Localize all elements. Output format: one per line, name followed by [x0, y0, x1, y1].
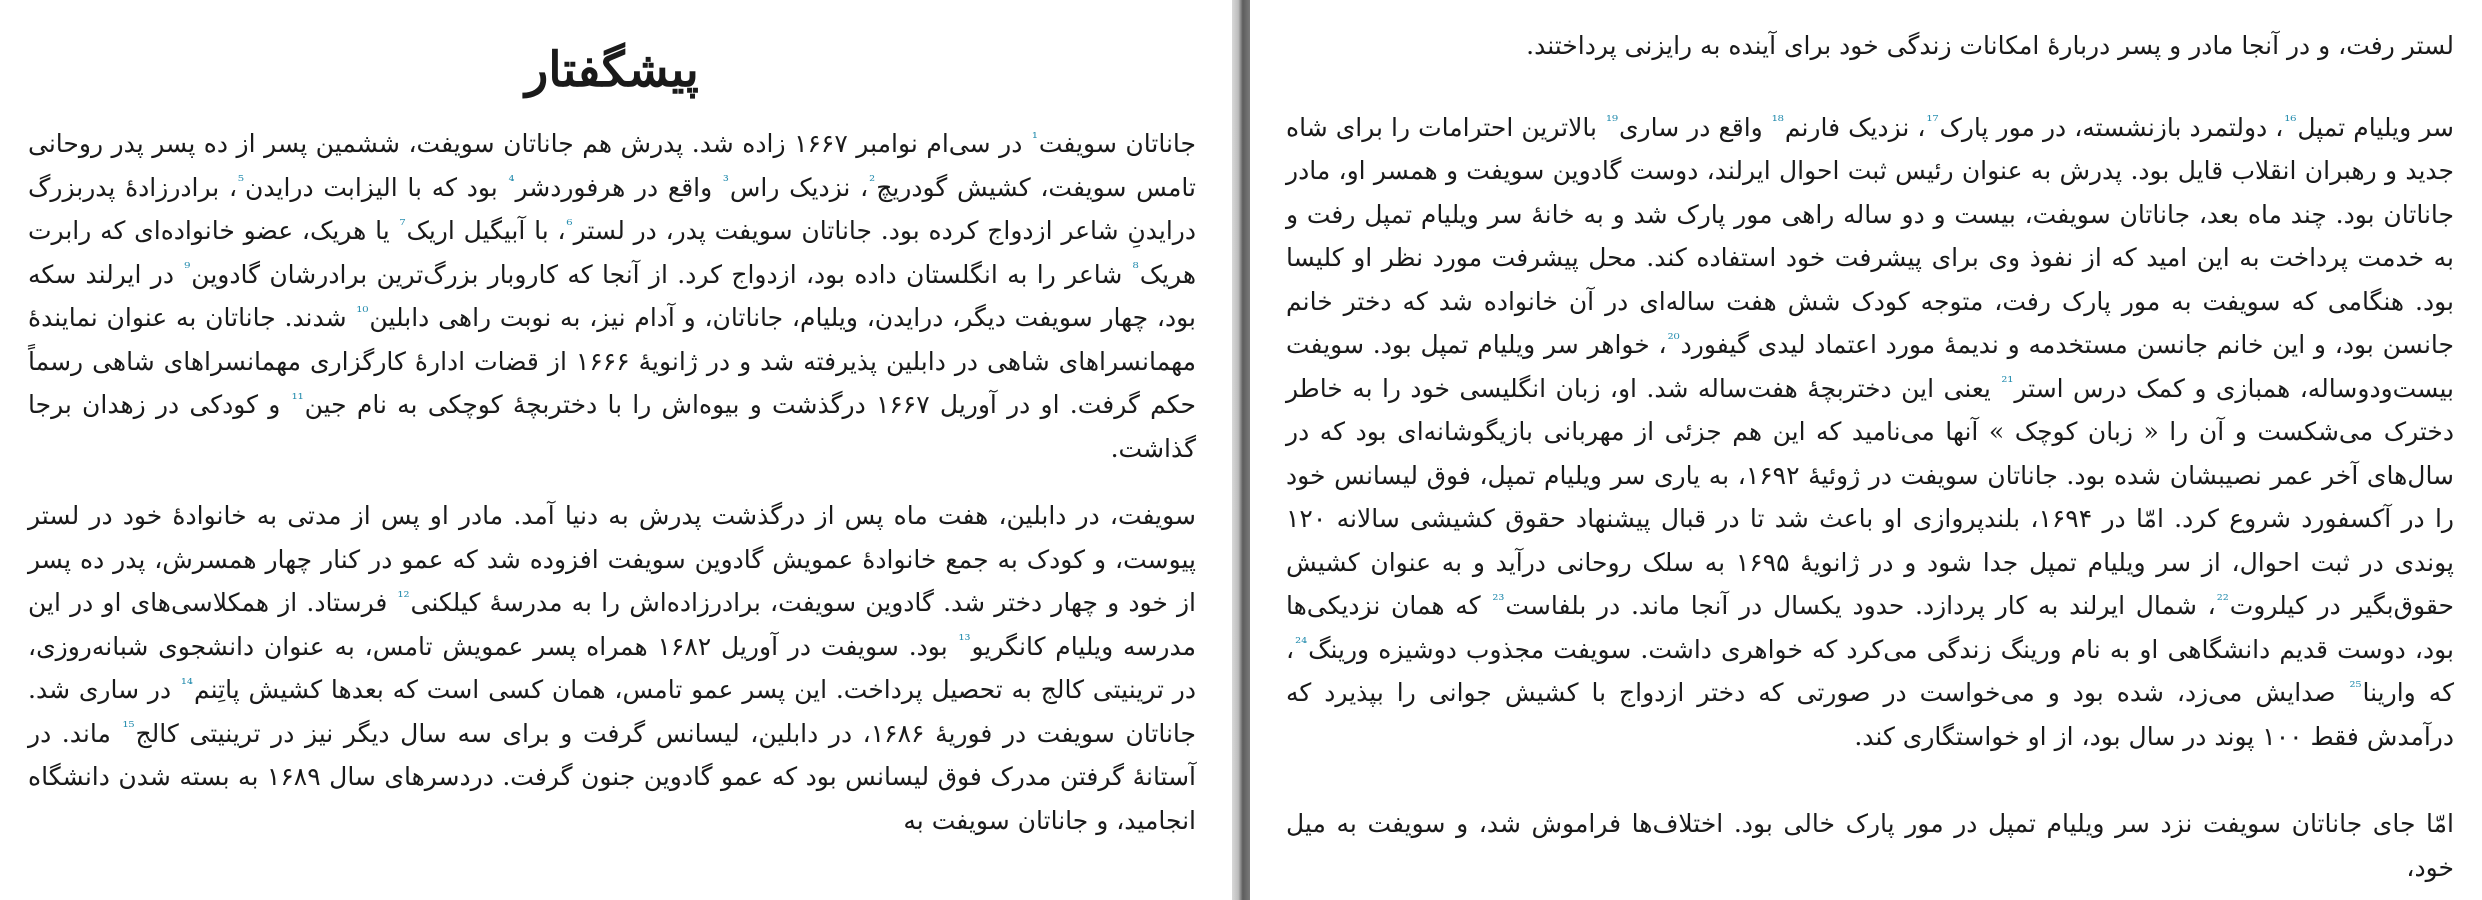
footnote-marker[interactable]: ²²: [2216, 590, 2229, 609]
left-paragraph-1: جاناتان سویفت$^{^1}$ در سی‌ام نوامبر ۱۶۶۷ زاده شد. پدرش هم جاناتان سویفت، ششمین پسر از ده پسر پدر روحانی تامس سویفت، کشیش گودریچ$^{^2}$، نزدیک راس$^{^3}$ واقع در هرفوردشر$^{^4}$ بود که با الیزابت درایدن$^{^5}$، برادرزادهٔ پدربزرگ درایدنِ شاعر ازدواج کرده بود. جاناتان سویفت پدر، در لستر$^{^6}$، با آبیگیل اریک$^{^7}$ یا هریک، عضو خانواده‌ای که رابرت هریک$^{^8}$ شاعر را به انگلستان داده بود، ازدواج کرد. از آنجا که کاروبار بزرگ‌ترین برادرشان گادوین$^{^9}$ در ایرلند سکه بود، چهار سویفت دیگر، درایدن، ویلیام، جاناتان، و آدام نیز، به نوبت راهی دابلین$^{^{10}}$ شدند. جاناتان به عنوان نمایندهٔ مهمانسراهای شاهی در دابلین پذیرفته شد و در ژانویهٔ ۱۶۶۶ از قضات ادارهٔ کارگزاری مهمانسراهای شاهی رسماً حکم گرفت. او در آوریل ۱۶۶۷ درگذشت و بیوه‌اش را با دختربچهٔ کوچکی به نام جین$^{^{11}}$ و کودکی در زهدان برجا گذاشت.: [28, 128, 1197, 463]
footnote-marker[interactable]: ²³: [1492, 590, 1505, 609]
footnote-marker[interactable]: ¹⁶: [2284, 112, 2297, 131]
footnote-marker[interactable]: ¹⁵: [122, 718, 135, 737]
footnote-marker[interactable]: ⁵: [238, 172, 245, 191]
right-page: [1250, 0, 2482, 900]
footnote-marker[interactable]: ¹⁹: [1605, 112, 1618, 131]
footnote-marker[interactable]: ²: [869, 172, 876, 191]
left-paragraph-2: سویفت، در دابلین، هفت ماه پس از درگذشت پدرش به دنیا آمد. مادر او پس از مدتی به خانوادهٔ خود در لستر پیوست، و کودک به جمع خانوادهٔ عمویش گادوین سویفت افزوده شد که عمو در کنار چهار همسرش، پدر ده پسر از خود و چهار دختر شد. گادوین سویفت، برادرزاده‌اش را به مدرسهٔ کیلکنی$^{^{12}}$ فرستاد. از همکلاسی‌های او در این مدرسه ویلیام کانگریو$^{^{13}}$ بود. سویفت در آوریل ۱۶۸۲ همراه پسر عمویش تامس، به عنوان دانشجوی شبانه‌روزی، در ترینیتی کالج به تحصیل پرداخت. این پسر عمو تامس، همان کسی است که بعدها کشیش پاتِنم$^{^{14}}$ در ساری شد. جاناتان سویفت در فوریهٔ ۱۶۸۶، در دابلین، لیسانس گرفت و برای سه سال دیگر نیز در ترینیتی کالج$^{^{15}}$ ماند. در آستانهٔ گرفتن مدرک فوق لیسانس بود که عمو گادوین جنون گرفت. دردسرهای سال ۱۶۸۹ به بسته شدن دانشگاه انجامید، و جاناتان سویفت به: [28, 501, 1196, 835]
footnote-marker[interactable]: ²¹: [2001, 373, 2014, 392]
footnote-marker[interactable]: ⁶: [566, 215, 573, 234]
footnote-marker[interactable]: ¹²: [397, 587, 410, 606]
footnote-marker[interactable]: ¹⁰: [356, 302, 369, 321]
right-paragraph-2: سر ویلیام تمپل$^{^{16}}$، دولتمرد بازنشسته، در مور پارک$^{^{17}}$، نزدیک فارنم$^{^{18}}$ واقع در ساری$^{^{19}}$ بالاترین احترامات را برای شاه جدید و رهبران انقلاب قایل بود. پدرش به عنوان رئیس ثبت احوال ایرلند، دوست گادوین سویفت و همسر او، مادر جاناتان بود. چند ماه بعد، جاناتان سویفت، بیست و دو ساله راهی مور پارک شد و به خانهٔ سر ویلیام تمپل رفت و به خدمت پرداخت به این امید که از نفوذ وی برای پیشرفت خود استفاده کند. محل پیشرفت مورد نظر او کلیسا بود. هنگامی که سویفت به مور پارک رفت، متوجه کودک شش هفت ساله‌ای در آن خانواده شد که دختر خانم جانسن بود، و این خانم جانسن مستخدمه و ندیمهٔ مورد اعتماد لیدی گیفورد$^{^{20}}$، خواهر سر ویلیام تمپل بود. سویفت بیست‌ودوساله، همبازی و کمک درس استر$^{^{21}}$ یعنی این دختربچهٔ هفت‌ساله شد. او، زبان انگلیسی خود را به خاطر دخترک می‌شکست و آن را « زبان کوچک » آنها می‌نامید که این هم جزئی از مهربانی بازیگوشانه‌ای بود که در سال‌های آخر عمر نصیبشان شده بود. جاناتان سویفت در ژوئیهٔ ۱۶۹۲، به یاری سر ویلیام تمپل، فوق لیسانس خود را در آکسفورد شروع کرد. امّا در ۱۶۹۴، بلندپروازی او باعث شد تا در قبال پیشنهاد حقوق کشیشی سالانه ۱۲۰ پوندی در ثبت احوال، از سر ویلیام تمپل جدا شود و در ژانویهٔ ۱۶۹۵ به سلک روحانی درآید و به عنوان کشیش حقوق‌بگیر در کیلروت$^{^{22}}$، شمال ایرلند به کار پردازد. حدود یکسال در آنجا ماند. در بلفاست$^{^{23}}$ که همان نزدیکی‌ها بود، دوست قدیم دانشگاهی او به نام ورینگ زندگی می‌کرد که خواهری داشت. سویفت مجذوب دوشیزه ورینگ$^{^{24}}$، که وارینا$^{^{25}}$ صدایش می‌زد، شده بود و می‌خواست در صورتی که دختر ازدواج با کشیش جوانی را بپذیرد که درآمدش فقط ۱۰۰ پوند در سال بود، از او خواستگاری کند.: [1286, 112, 2455, 751]
footnote-marker[interactable]: ²⁴: [1295, 634, 1308, 653]
book-gutter: [1232, 0, 1250, 900]
footnote-marker[interactable]: ³: [722, 172, 729, 191]
footnote-marker[interactable]: ²⁰: [1667, 329, 1680, 348]
right-paragraph-1: لستر رفت، و در آنجا مادر و پسر دربارهٔ امکانات زندگی خود برای آینده به رایزنی پرداختند.: [1526, 31, 2454, 60]
footnote-marker[interactable]: ⁹: [184, 259, 191, 278]
footnote-marker[interactable]: ¹: [1031, 128, 1038, 147]
page-title: پیشگفتار: [525, 42, 699, 98]
footnote-marker[interactable]: ¹³: [958, 631, 971, 650]
footnote-marker[interactable]: ²⁵: [2349, 677, 2362, 696]
left-page: [0, 0, 1232, 900]
footnote-marker[interactable]: ⁴: [508, 172, 515, 191]
footnote-marker[interactable]: ⁸: [1132, 259, 1139, 278]
footnote-marker[interactable]: ¹⁴: [180, 674, 193, 693]
footnote-marker[interactable]: ⁷: [399, 215, 406, 234]
footnote-marker[interactable]: ¹⁷: [1926, 112, 1939, 131]
footnote-marker[interactable]: ¹⁸: [1771, 112, 1784, 131]
footnote-marker[interactable]: ¹¹: [291, 389, 304, 408]
right-paragraph-3: امّا جای جاناتان سویفت نزد سر ویلیام تمپل در مور پارک خالی بود. اختلاف‌ها فراموش شد، و سویفت به میل خود،: [1286, 809, 2454, 882]
